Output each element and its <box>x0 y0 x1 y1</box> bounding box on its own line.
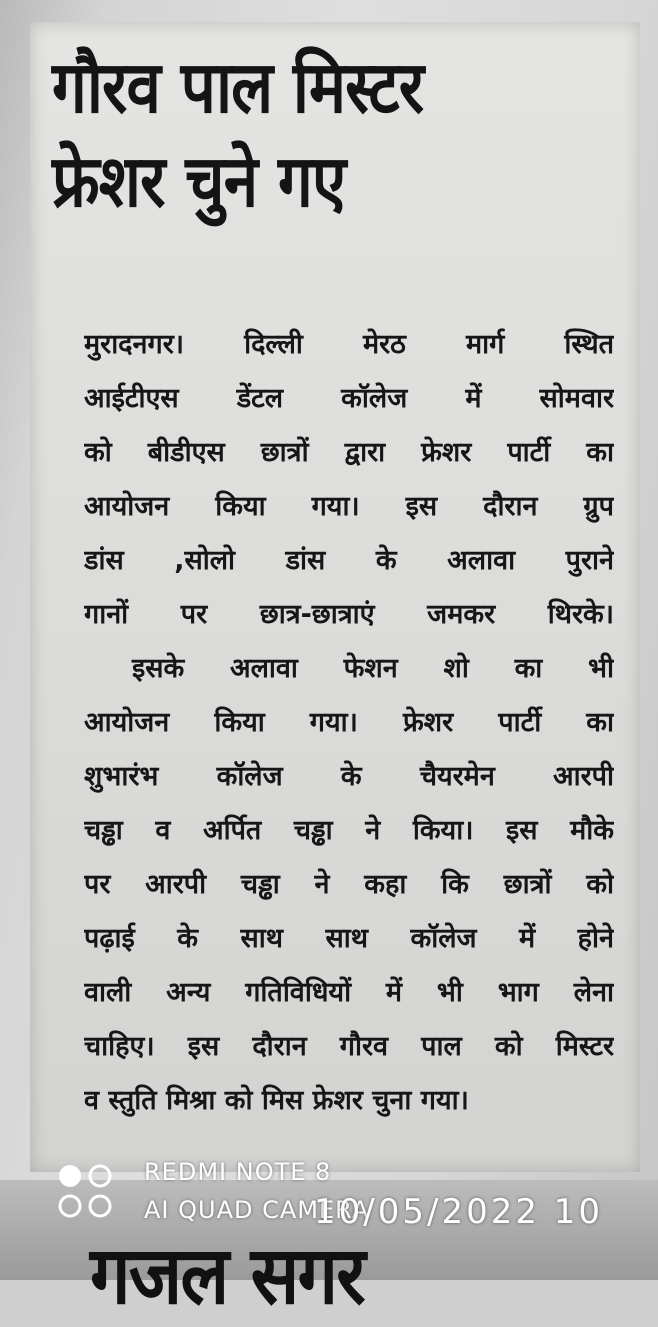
article-body <box>84 318 614 1128</box>
article-line: चड्ढा व अर्पित चड्ढा ने किया। इस मौके <box>84 815 614 846</box>
article-line: पढ़ाई के साथ साथ कॉलेज में होने <box>84 923 614 954</box>
camera-dots-icon <box>56 1160 118 1222</box>
article-line: इसके अलावा फेशन शो का भी <box>132 653 614 684</box>
article-line: आयोजन किया गया। इस दौरान ग्रुप <box>84 491 614 522</box>
watermark-camera: AI QUAD CAMERA <box>144 1196 370 1224</box>
article-line: शुभारंभ कॉलेज के चैयरमेन आरपी <box>84 761 614 792</box>
watermark-date: 10/05/2022 10 <box>314 1192 604 1232</box>
headline-line-2: फ्रेशर चुने गए <box>52 139 346 223</box>
article-line: मुरादनगर। दिल्ली मेरठ मार्ग स्थित <box>84 329 614 360</box>
article-line: आयोजन किया गया। फ्रेशर पार्टी का <box>84 707 614 738</box>
article-line: चाहिए। इस दौरान गौरव पाल को मिस्टर <box>84 1031 614 1062</box>
headline-line-1: गौरव पाल मिस्टर <box>52 45 424 129</box>
article-line: व स्तुति मिश्रा को मिस फ्रेशर चुना गया। <box>84 1085 469 1116</box>
article-line: पर आरपी चड्ढा ने कहा कि छात्रों को <box>84 869 614 900</box>
article-line: गानों पर छात्र-छात्राएं जमकर थिरके। <box>84 599 614 630</box>
article-line: को बीडीएस छात्रों द्वारा फ्रेशर पार्टी का <box>84 437 614 468</box>
watermark-model: REDMI NOTE 8 <box>144 1158 332 1186</box>
article-line: वाली अन्य गतिविधियों में भी भाग लेना <box>84 977 614 1008</box>
headline <box>52 40 559 228</box>
article-line: डांस ,सोलो डांस के अलावा पुराने <box>84 545 614 576</box>
next-article-heading: गजल सगर <box>90 1229 364 1322</box>
article-line: आईटीएस डेंटल कॉलेज में सोमवार <box>84 383 614 414</box>
